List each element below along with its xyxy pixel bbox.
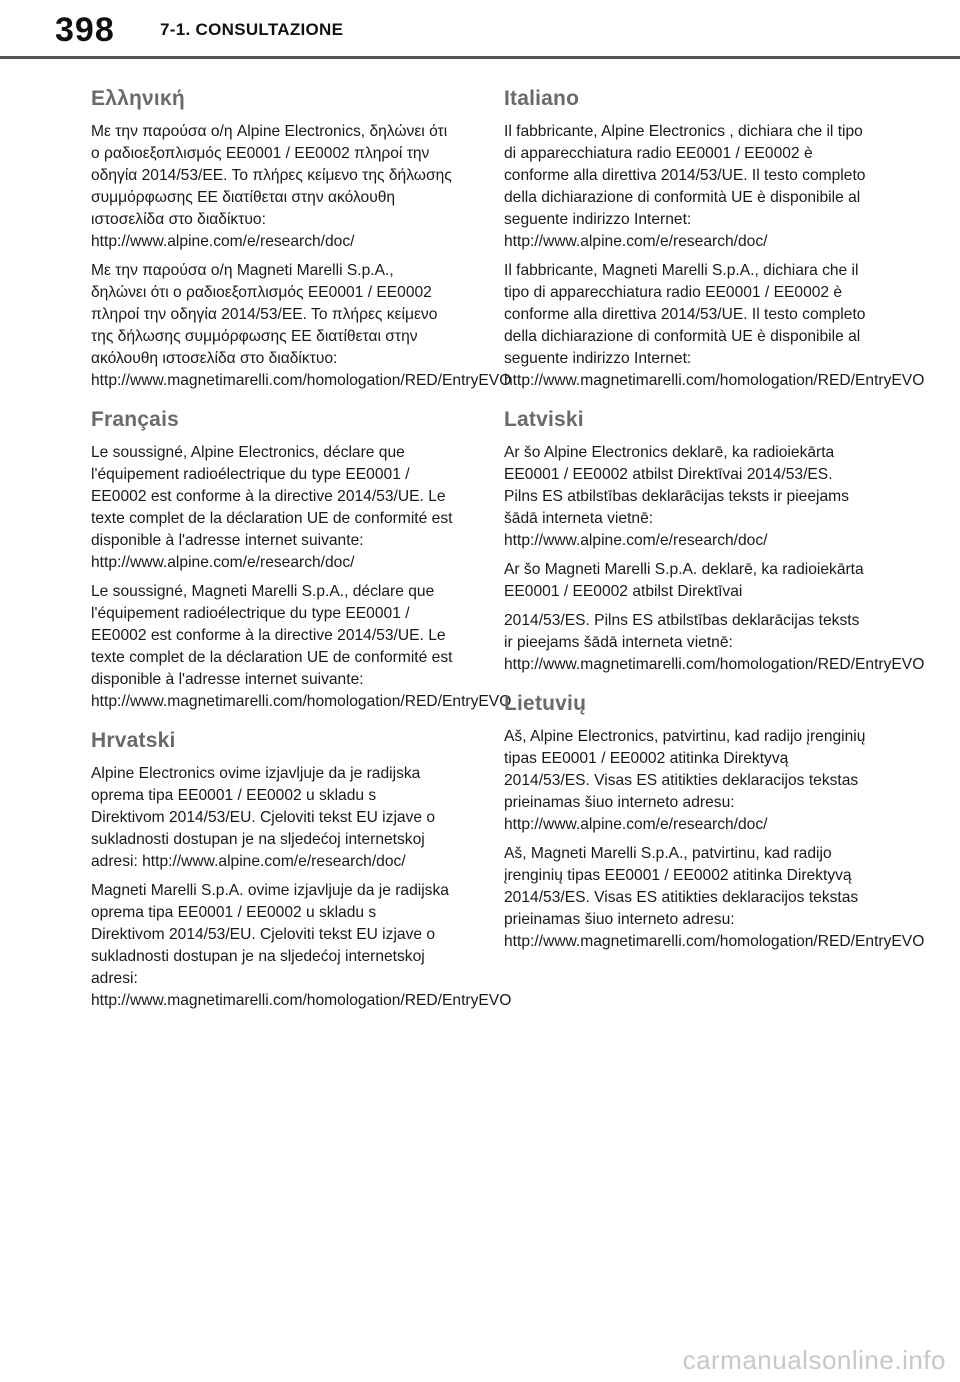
page-number: 398 (55, 11, 115, 49)
section-lithuanian (504, 690, 925, 953)
paragraph: Il fabbricante, Alpine Electronics , dichiara che il tipo di apparecchiatura radio EE0001 / EE0002 è conforme alla direttiva 2014/53/UE. Il testo completo della dichiarazione di conformità UE è disponibile al seguente indirizzo Internet: http://www.alpine.com/e/research/doc/ (504, 123, 866, 250)
right-column (504, 85, 925, 967)
section-title: Français (91, 408, 179, 431)
paragraph: Le soussigné, Alpine Electronics, déclare que l'équipement radioélectrique du type EE0001 / EE0002 est conforme à la directive 2014/53/UE. Le texte complet de la déclaration UE de conformité est disponible à l'adresse internet suivante: http://www.alpine.com/e/research/doc/ (91, 444, 453, 571)
section-italian (504, 85, 925, 392)
section-title: Ελληνική (91, 87, 185, 110)
section-croatian (91, 727, 512, 1012)
paragraph: Le soussigné, Magneti Marelli S.p.A., déclare que l'équipement radioélectrique du type EE0001 / EE0002 est conforme à la directive 2014/53/UE. Le texte complet de la déclaration UE de conformité est disponible à l'adresse internet suivante: http://www.magnetimarelli.com/homologation/RED/EntryEVO (91, 583, 512, 710)
paragraph: 2014/53/ES. Pilns ES atbilstības deklarācijas teksts ir pieejams šādā interneta vietnē: http://www.magnetimarelli.com/homologation/RED/EntryEVO (504, 612, 925, 673)
chapter-title: 7-1. CONSULTAZIONE (160, 20, 344, 39)
paragraph: Ar šo Magneti Marelli S.p.A. deklarē, ka radioiekārta EE0001 / EE0002 atbilst Direktīvai (504, 561, 864, 600)
paragraph: Με την παρούσα ο/η Magneti Marelli S.p.A., δηλώνει ότι ο ραδιοεξοπλισμός EE0001 / EE0002 πληροί την οδηγία 2014/53/ΕΕ. Το πλήρες κείμενο της δήλωσης συμμόρφωσης ΕΕ διατίθεται στην ακόλουθη ιστοσελίδα στο διαδίκτυο: http://www.magnetimarelli.com/homologation/RED/EntryEVO (91, 262, 512, 389)
paragraph: Ar šo Alpine Electronics deklarē, ka radioiekārta EE0001 / EE0002 atbilst Direktīvai 2014/53/ES. Pilns ES atbilstības deklarācijas teksts ir pieejams šādā interneta vietnē: http://www.alpine.com/e/research/doc/ (504, 444, 849, 549)
paragraph: Magneti Marelli S.p.A. ovime izjavljuje da je radijska oprema tipa EE0001 / EE0002 u skladu s Direktivom 2014/53/EU. Cjeloviti tekst EU izjave o sukladnosti dostupan je na sljedećoj internetskoj adresi: http://www.magnetimarelli.com/homologation/RED/EntryEVO (91, 882, 512, 1009)
paragraph: Με την παρούσα ο/η Alpine Electronics, δηλώνει ότι ο ραδιοεξοπλισμός EE0001 / EE0002 πληροί την οδηγία 2014/53/ΕΕ. Το πλήρες κείμενο της δήλωσης συμμόρφωσης ΕΕ διατίθεται στην ακόλουθη ιστοσελίδα στο διαδίκτυο: http://www.alpine.com/e/research/doc/ (91, 123, 452, 250)
paragraph: Aš, Alpine Electronics, patvirtinu, kad radijo įrenginių tipas EE0001 / EE0002 atitinka Direktyvą 2014/53/ES. Visas ES atitikties deklaracijos tekstas prieinamas šiuo interneto adresu: http://www.alpine.com/e/research/doc/ (504, 728, 866, 833)
section-title: Latviski (504, 408, 584, 431)
section-title: Italiano (504, 87, 580, 110)
paragraph: Il fabbricante, Magneti Marelli S.p.A., dichiara che il tipo di apparecchiatura radio EE0001 / EE0002 è conforme alla direttiva 2014/53/UE. Il testo completo della dichiarazione di conformità UE è disponibile al seguente indirizzo Internet: http://www.magnetimarelli.com/homologation/RED/EntryEVO (504, 262, 925, 389)
header-divider (0, 56, 960, 59)
paragraph: Alpine Electronics ovime izjavljuje da je radijska oprema tipa EE0001 / EE0002 u skladu s Direktivom 2014/53/EU. Cjeloviti tekst EU izjave o sukladnosti dostupan je na sljedećoj internetskoj adresi: http://www.alpine.com/e/research/doc/ (91, 765, 436, 870)
watermark: carmanualsonline.info (682, 1345, 946, 1375)
section-french (91, 406, 512, 713)
section-title: Hrvatski (91, 729, 176, 752)
paragraph: Aš, Magneti Marelli S.p.A., patvirtinu, kad radijo įrenginių tipas EE0001 / EE0002 atitinka Direktyvą 2014/53/ES. Visas ES atitikties deklaracijos tekstas prieinamas šiuo interneto adresu: http://www.magnetimarelli.com/homologation/RED/EntryEVO (504, 845, 925, 950)
section-latvian (504, 406, 925, 676)
page-header (0, 0, 960, 62)
left-column (91, 85, 512, 1026)
section-title: Lietuvių (504, 692, 587, 715)
section-greek (91, 85, 512, 392)
